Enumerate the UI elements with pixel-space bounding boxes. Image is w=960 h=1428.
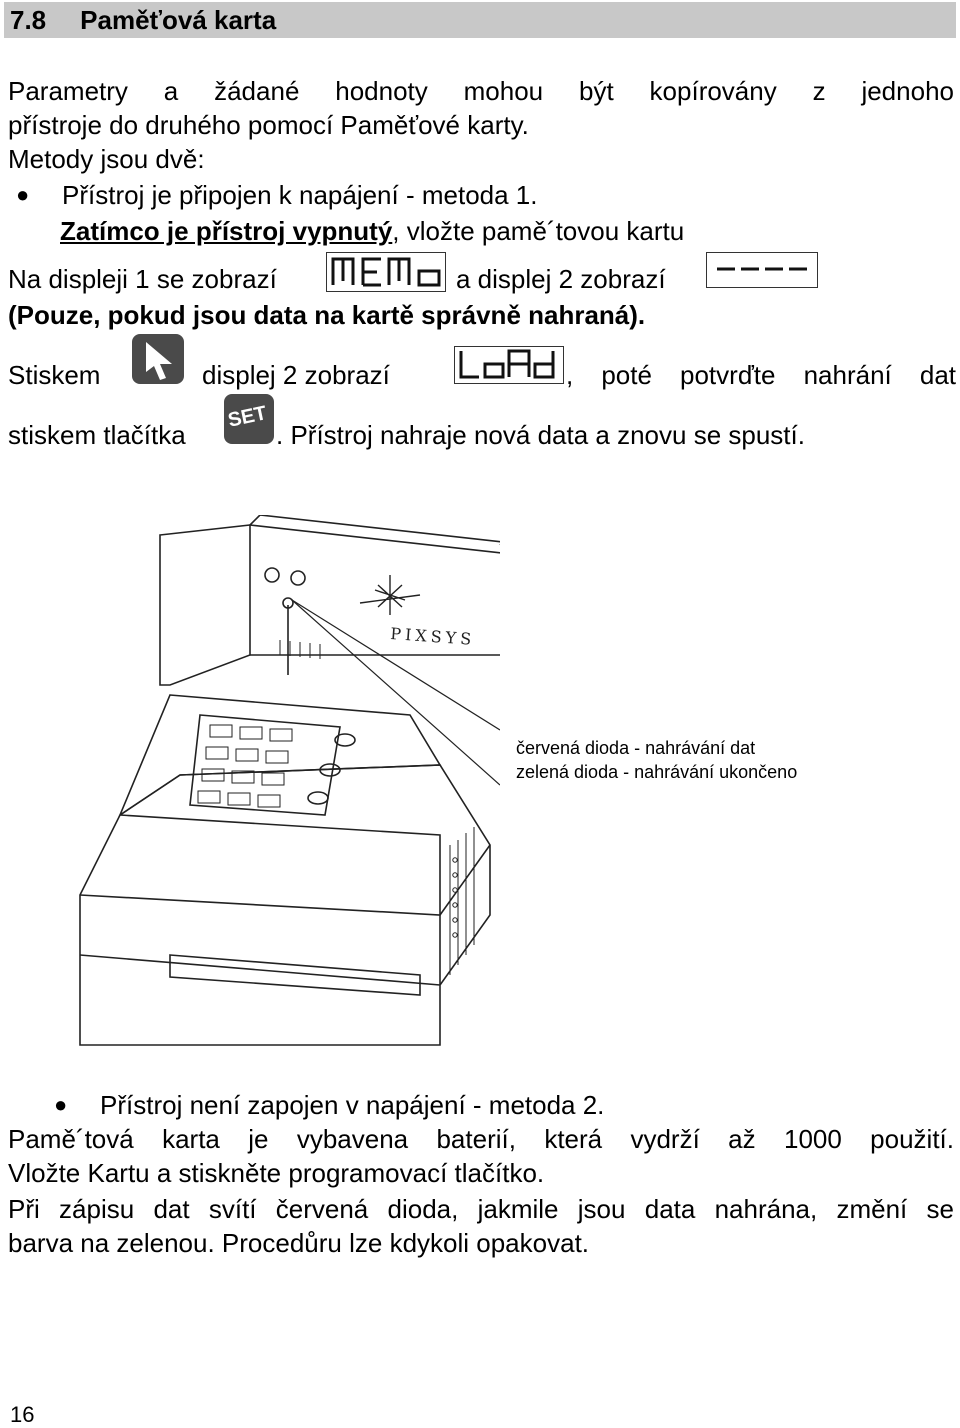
method1-note: (Pouze, pokud jsou data na kartě správně nahraná). [8, 300, 646, 330]
section-name: Paměťová karta [80, 5, 277, 35]
confirm-prefix: stiskem tlačítka [8, 420, 186, 450]
method1-instruction [60, 214, 684, 248]
intro-line-1: Parametry a žádané hodnoty mohou být kopírovány z jednoho [8, 76, 954, 106]
bullet-icon: ● [16, 182, 30, 207]
method1-instruction-rest: , vložte pamě´tovou kartu [392, 216, 685, 246]
method1-bullet: Přístroj je připojen k napájení - metoda 1. [62, 180, 538, 210]
set-button-label: SET [226, 402, 269, 432]
press-display-text: displej 2 zobrazí [202, 360, 390, 390]
display2-prefix: a displej 2 zobrazí [456, 264, 666, 294]
seven-segment-load [455, 347, 562, 382]
method2-bullet: Přístroj není zapojen v napájení - metoda 2. [100, 1090, 605, 1120]
section-title [10, 3, 276, 37]
caption-red-led: červená dioda - nahrávání dat [516, 738, 756, 758]
method2-line-4: barva na zelenou. Procedůru lze kdykoli opakovat. [8, 1228, 590, 1258]
lcd-display-memo [326, 252, 446, 292]
set-button-icon [224, 394, 274, 444]
seven-segment-memo [327, 253, 444, 290]
method2-line-2: Vložte Kartu a stiskněte programovací tlačítko. [8, 1158, 545, 1188]
device-brand-label: PIXSYS [389, 624, 476, 649]
seven-segment-dashes [707, 253, 816, 286]
caption-green-led: zelená dioda - nahrávání ukončeno [516, 762, 798, 782]
arrow-button-icon [132, 334, 184, 384]
memory-card-device-drawing [60, 515, 500, 1055]
method2-line-3: Při zápisu dat svítí červená dioda, jakmile jsou data nahrána, změní se [8, 1194, 954, 1224]
display1-prefix: Na displeji 1 se zobrazí [8, 264, 277, 294]
intro-line-3: Metody jsou dvě: [8, 144, 205, 174]
section-number: 7.8 [10, 5, 47, 35]
device-illustration [60, 515, 500, 1060]
press-word: Stiskem [8, 360, 101, 390]
page-number: 16 [10, 1402, 35, 1427]
method1-instruction-underlined: Zatímco je přístroj vypnutý [60, 216, 393, 246]
bullet-icon-2: ● [54, 1092, 68, 1117]
lcd-display-load [454, 346, 564, 384]
intro-line-2: přístroje do druhého pomocí Paměťové karty. [8, 110, 529, 140]
lcd-display-dashes [706, 252, 818, 288]
confirm-suffix: . Přístroj nahraje nová data a znovu se spustí. [276, 420, 805, 450]
method2-line-1: Pamě´tová karta je vybavena baterií, která vydrží až 1000 použití. [8, 1124, 954, 1154]
press-suffix: , poté potvrďte nahrání dat [566, 360, 956, 390]
